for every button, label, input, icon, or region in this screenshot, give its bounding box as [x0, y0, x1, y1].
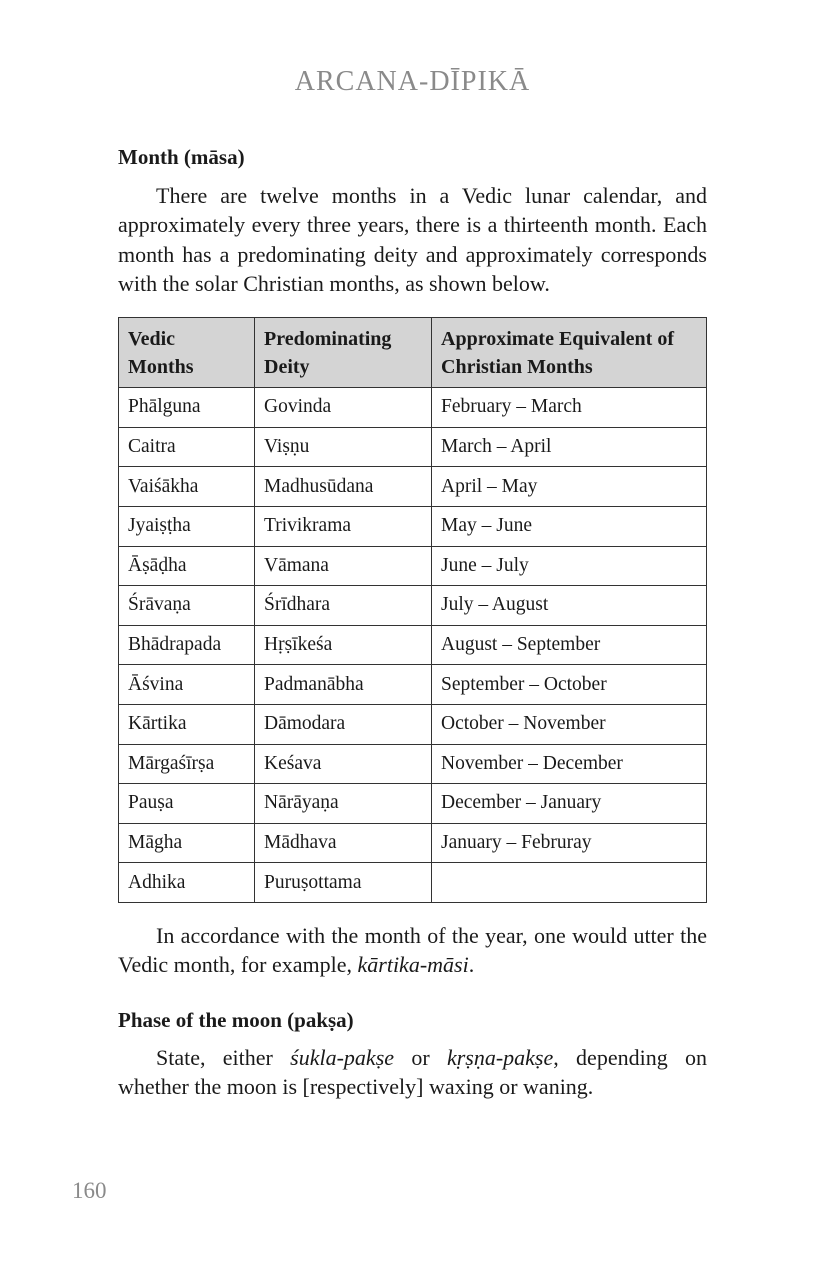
- deity-cell: Dāmodara: [255, 704, 432, 744]
- christian-months-cell: December – January: [432, 784, 707, 824]
- moon-tail-text: , depending on whether the moon is [respectively] waxing or waning.: [118, 1044, 707, 1099]
- christian-months-cell: February – March: [432, 388, 707, 428]
- deity-cell: Keśava: [255, 744, 432, 784]
- moon-lead-text: State, either: [156, 1044, 291, 1070]
- christian-months-cell: October – November: [432, 704, 707, 744]
- table-row: [119, 427, 707, 467]
- vedic-month-cell: Kārtika: [119, 704, 255, 744]
- header-predominating-deity: Predominating Deity: [255, 318, 432, 388]
- vedic-month-cell: Pauṣa: [119, 784, 255, 824]
- christian-months-cell: September – October: [432, 665, 707, 705]
- christian-months-cell: August – September: [432, 625, 707, 665]
- vedic-month-cell: Āśvina: [119, 665, 255, 705]
- vedic-month-cell: Āṣāḍha: [119, 546, 255, 586]
- christian-months-cell: March – April: [432, 427, 707, 467]
- table-row: [119, 863, 707, 903]
- example-term: kārtika-māsi: [357, 952, 469, 978]
- table-header-row: [119, 318, 707, 388]
- running-head: ARCANA-DĪPIKĀ: [294, 66, 531, 97]
- page-body: [118, 142, 707, 1101]
- accordance-text: In accordance with the month of the year, one would utter the Vedic month, for example,: [118, 922, 707, 978]
- christian-months-cell: November – December: [432, 744, 707, 784]
- christian-months-cell: April – May: [432, 467, 707, 507]
- moon-phase-paragraph: [118, 1043, 707, 1102]
- deity-cell: Vāmana: [255, 546, 432, 586]
- page-number: 160: [72, 1178, 107, 1203]
- christian-months-cell: July – August: [432, 586, 707, 626]
- term-krishna: kṛṣṇa-pakṣe: [446, 1044, 554, 1070]
- table-row: [119, 625, 707, 665]
- moon-mid-text: or: [394, 1044, 447, 1070]
- vedic-month-cell: Caitra: [119, 427, 255, 467]
- deity-cell: Viṣṇu: [255, 427, 432, 467]
- deity-cell: Trivikrama: [255, 506, 432, 546]
- vedic-month-cell: Māgha: [119, 823, 255, 863]
- table-row: [119, 506, 707, 546]
- christian-months-cell: June – July: [432, 546, 707, 586]
- deity-cell: Mādhava: [255, 823, 432, 863]
- header-vedic-months: Vedic Months: [119, 318, 255, 388]
- christian-months-cell: January – Februray: [432, 823, 707, 863]
- vedic-month-cell: Śrāvaṇa: [119, 586, 255, 626]
- table-row: [119, 823, 707, 863]
- table-row: [119, 665, 707, 705]
- table-row: [119, 744, 707, 784]
- deity-cell: Madhusūdana: [255, 467, 432, 507]
- deity-cell: Nārāyaṇa: [255, 784, 432, 824]
- table-row: [119, 784, 707, 824]
- section-heading-month: Month (māsa): [118, 145, 245, 169]
- vedic-month-cell: Adhika: [119, 863, 255, 903]
- header-christian-months: Approximate Equivalent of Christian Months: [432, 318, 707, 388]
- months-table: [118, 317, 707, 903]
- table-row: [119, 586, 707, 626]
- vedic-month-cell: Jyaiṣṭha: [119, 506, 255, 546]
- vedic-month-cell: Bhādrapada: [119, 625, 255, 665]
- deity-cell: Padmanābha: [255, 665, 432, 705]
- term-shukla: śukla-pakṣe: [290, 1044, 395, 1070]
- vedic-month-cell: Vaiśākha: [119, 467, 255, 507]
- christian-months-cell: May – June: [432, 506, 707, 546]
- deity-cell: Govinda: [255, 388, 432, 428]
- christian-months-cell: [432, 863, 707, 903]
- table-row: [119, 704, 707, 744]
- section-heading-moon-phase: Phase of the moon (pakṣa): [118, 1007, 354, 1032]
- deity-cell: Śrīdhara: [255, 586, 432, 626]
- table-row: [119, 546, 707, 586]
- vedic-month-cell: Mārgaśīrṣa: [119, 744, 255, 784]
- accordance-paragraph: [118, 921, 707, 980]
- table-row: [119, 388, 707, 428]
- deity-cell: Puruṣottama: [255, 863, 432, 903]
- vedic-month-cell: Phālguna: [119, 388, 255, 428]
- accordance-end: .: [468, 952, 475, 978]
- deity-cell: Hṛṣīkeśa: [255, 625, 432, 665]
- intro-paragraph: There are twelve months in a Vedic lunar calendar, and approximately every three years, there is a thirteenth month. Each month has a predominating deity and approximately corresponds with the solar Christian months, as shown below.: [118, 183, 707, 296]
- table-row: [119, 467, 707, 507]
